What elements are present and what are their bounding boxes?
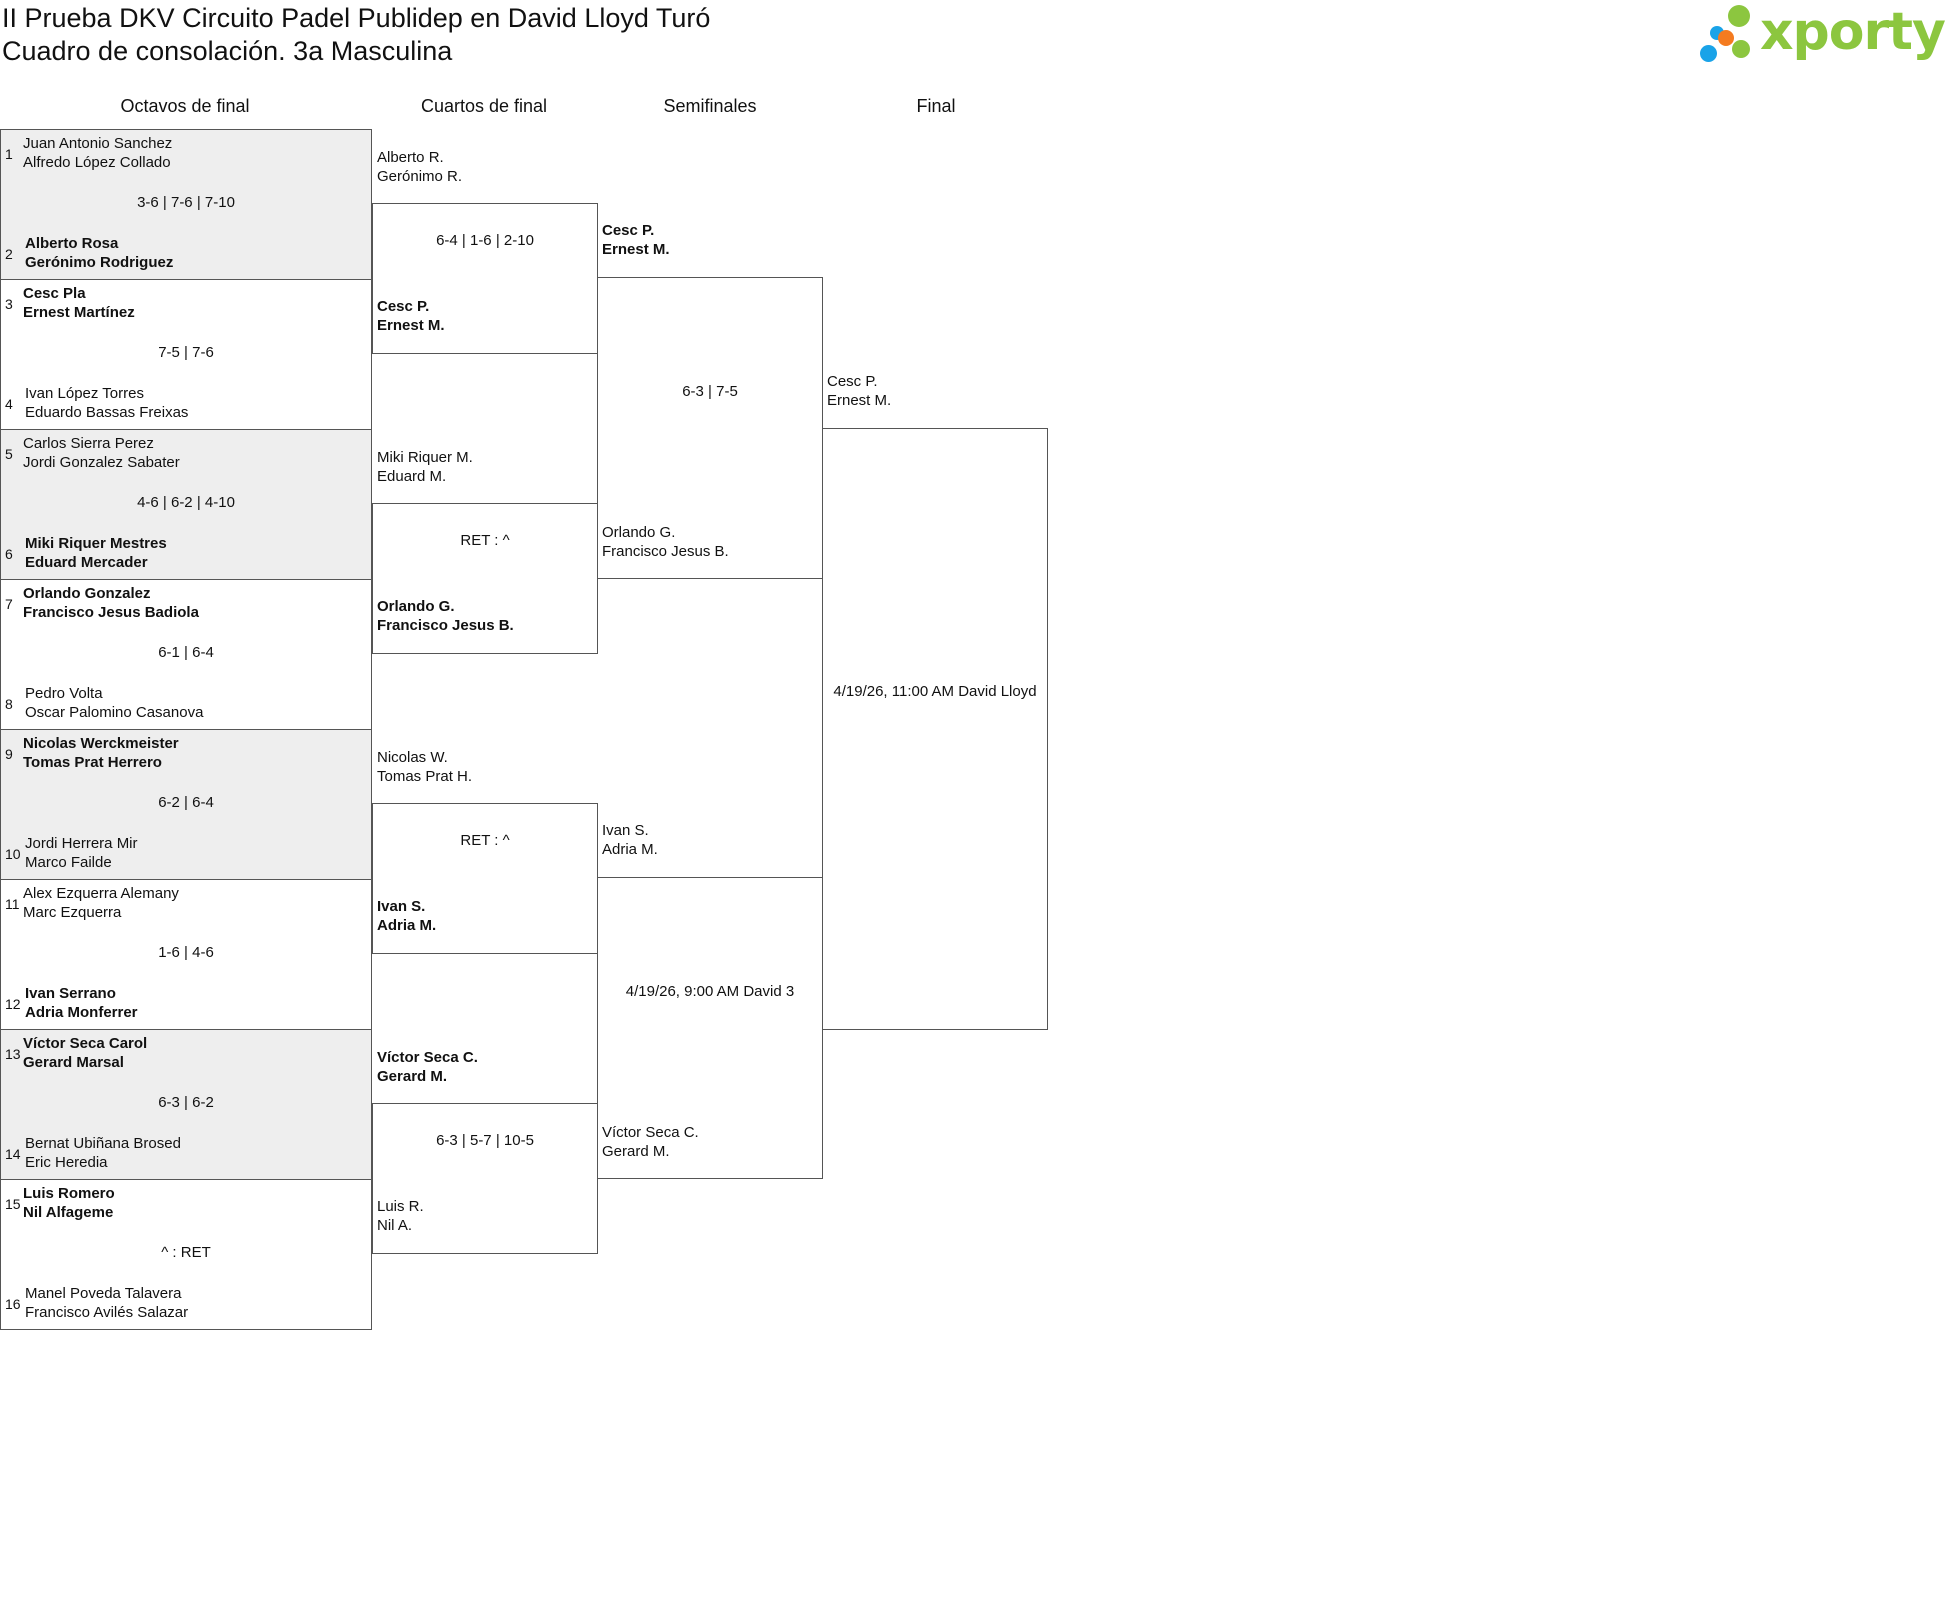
qf-team-a [377, 448, 473, 486]
player-name: Nicolas W. [377, 749, 448, 766]
player-name: Marc Ezquerra [23, 904, 122, 921]
r16-match [0, 429, 372, 580]
seed-number: 8 [5, 696, 13, 712]
player-name: Ernest M. [602, 241, 670, 258]
team-a [23, 284, 135, 322]
qf-team-b [377, 1197, 424, 1235]
match-score: 3-6 | 7-6 | 7-10 [137, 194, 235, 211]
match-score: 7-5 | 7-6 [158, 344, 214, 361]
orange-dot-icon [1718, 30, 1734, 46]
round-header-sf: Semifinales [663, 96, 757, 116]
team-b [25, 384, 188, 422]
player-name: Francisco Jesus B. [377, 617, 514, 634]
team-a [23, 1034, 147, 1072]
match-score: 6-3 | 5-7 | 10-5 [436, 1132, 534, 1149]
xporty-logo [1690, 0, 1945, 70]
player-name: Manel Poveda Talavera [25, 1285, 182, 1302]
player-name: Eduardo Bassas Freixas [25, 404, 189, 421]
sf-team-a [602, 221, 670, 259]
seed-number: 15 [5, 1196, 21, 1212]
r16-match [0, 279, 372, 430]
player-name: Marco Failde [25, 854, 112, 871]
player-name: Luis R. [377, 1198, 424, 1215]
match-score: RET : ^ [460, 532, 510, 549]
page-title: II Prueba DKV Circuito Padel Publidep en David Lloyd Turó [2, 3, 711, 33]
player-name: Ernest M. [377, 317, 445, 334]
player-name: Tomas Prat Herrero [23, 754, 162, 771]
qf-match-box [372, 503, 598, 654]
player-name: Gerónimo R. [377, 168, 463, 185]
player-name: Francisco Jesus Badiola [23, 604, 199, 621]
seed-number: 1 [5, 146, 13, 162]
player-name: Alfredo López Collado [23, 154, 171, 171]
team-b [25, 984, 138, 1022]
green-dot-icon [1728, 5, 1750, 27]
qf-team-a [377, 748, 472, 786]
final-team [827, 372, 891, 410]
final-player-1: Cesc P. [827, 373, 878, 390]
player-name: Eduard Mercader [25, 554, 148, 571]
seed-number: 12 [5, 996, 21, 1012]
seed-number: 4 [5, 396, 13, 412]
player-name: Víctor Seca C. [377, 1049, 478, 1066]
seed-number: 16 [5, 1296, 21, 1312]
r16-match [0, 879, 372, 1030]
match-score: 6-2 | 6-4 [158, 794, 214, 811]
page-subtitle: Cuadro de consolación. 3a Masculina [2, 36, 453, 66]
r16-match [0, 1179, 372, 1330]
player-name: Francisco Jesus B. [602, 543, 729, 560]
match-score: 6-1 | 6-4 [158, 644, 214, 661]
player-name: Ivan S. [602, 822, 649, 839]
player-name: Luis Romero [23, 1185, 115, 1202]
player-name: Nil Alfageme [23, 1204, 114, 1221]
player-name: Tomas Prat H. [377, 768, 473, 785]
player-name: Eduard M. [377, 468, 447, 485]
sf-match-box [597, 277, 823, 579]
r16-match [0, 1029, 372, 1180]
seed-number: 7 [5, 596, 13, 612]
player-name: Oscar Palomino Casanova [25, 704, 204, 721]
match-score: 6-4 | 1-6 | 2-10 [436, 232, 534, 249]
player-name: Eric Heredia [25, 1154, 108, 1171]
match-score: ^ : RET [161, 1244, 211, 1261]
player-name: Carlos Sierra Perez [23, 435, 154, 452]
qf-team-a [377, 1048, 478, 1086]
player-name: Alberto Rosa [25, 235, 119, 252]
player-name: Francisco Avilés Salazar [25, 1304, 189, 1321]
qf-match-box [372, 203, 598, 354]
seed-number: 6 [5, 546, 13, 562]
player-name: Gerard M. [602, 1143, 670, 1160]
match-score: 6-3 | 6-2 [158, 1094, 214, 1111]
team-b [25, 1134, 181, 1172]
player-name: Víctor Seca C. [602, 1124, 699, 1141]
final-box [822, 428, 1048, 1030]
seed-number: 9 [5, 746, 13, 762]
round-header-final: Final [916, 96, 956, 116]
logo-text: xporty [1760, 2, 1945, 62]
seed-number: 3 [5, 296, 13, 312]
team-a [23, 884, 179, 922]
team-a [23, 434, 180, 472]
player-name: Juan Antonio Sanchez [23, 135, 173, 152]
match-score: 1-6 | 4-6 [158, 944, 214, 961]
qf-team-b [377, 897, 436, 935]
team-a [23, 1184, 115, 1222]
green-dot-small-icon [1732, 40, 1750, 58]
team-b [25, 1284, 188, 1322]
player-name: Ivan Serrano [25, 985, 116, 1002]
round-header-r16: Octavos de final [120, 96, 250, 116]
blue-dot-icon [1700, 45, 1717, 62]
seed-number: 14 [5, 1146, 21, 1162]
qf-team-b [377, 597, 514, 635]
team-a [23, 734, 179, 772]
player-name: Miki Riquer M. [377, 449, 473, 466]
r16-match [0, 129, 372, 280]
player-name: Adria M. [602, 841, 658, 858]
player-name: Cesc P. [602, 222, 655, 239]
seed-number: 2 [5, 246, 13, 262]
team-a [23, 584, 199, 622]
sf-team-b [602, 523, 729, 561]
final-player-2: Ernest M. [827, 392, 892, 409]
final-info: 4/19/26, 11:00 AM David Lloyd [833, 683, 1037, 700]
qf-team-b [377, 297, 445, 335]
player-name: Alberto R. [377, 149, 444, 166]
player-name: Jordi Herrera Mir [25, 835, 138, 852]
player-name: Orlando Gonzalez [23, 585, 151, 602]
team-b [25, 834, 138, 872]
player-name: Ernest Martínez [23, 304, 135, 321]
sf-match-box [597, 877, 823, 1179]
player-name: Gerónimo Rodriguez [25, 254, 174, 271]
seed-number: 11 [5, 896, 20, 912]
match-score: 4/19/26, 9:00 AM David 3 [625, 983, 795, 1000]
player-name: Bernat Ubiñana Brosed [25, 1135, 181, 1152]
player-name: Gerard M. [377, 1068, 448, 1085]
team-b [25, 234, 173, 272]
r16-match [0, 729, 372, 880]
seed-number: 10 [5, 846, 21, 862]
player-name: Nil A. [377, 1217, 413, 1234]
player-name: Alex Ezquerra Alemany [23, 885, 179, 902]
qf-match-box [372, 803, 598, 954]
player-name: Adria M. [377, 917, 437, 934]
match-score: 6-3 | 7-5 [682, 383, 738, 400]
match-score: RET : ^ [460, 832, 510, 849]
player-name: Cesc P. [377, 298, 430, 315]
player-name: Nicolas Werckmeister [23, 735, 179, 752]
player-name: Ivan S. [377, 898, 426, 915]
seed-number: 5 [5, 446, 13, 462]
player-name: Ivan López Torres [25, 385, 144, 402]
r16-match [0, 579, 372, 730]
player-name: Víctor Seca Carol [23, 1035, 148, 1052]
player-name: Orlando G. [377, 598, 455, 615]
player-name: Miki Riquer Mestres [25, 535, 167, 552]
qf-team-a [377, 148, 462, 186]
team-b [25, 684, 203, 722]
player-name: Gerard Marsal [23, 1054, 124, 1071]
seed-number: 13 [5, 1046, 21, 1062]
player-name: Cesc Pla [23, 285, 86, 302]
player-name: Jordi Gonzalez Sabater [23, 454, 180, 471]
team-a [23, 134, 172, 172]
match-score: 4-6 | 6-2 | 4-10 [137, 494, 235, 511]
player-name: Adria Monferrer [25, 1004, 138, 1021]
team-b [25, 534, 167, 572]
sf-team-a [602, 821, 658, 859]
player-name: Orlando G. [602, 524, 676, 541]
sf-team-b [602, 1123, 699, 1161]
round-header-qf: Cuartos de final [420, 96, 548, 116]
qf-match-box [372, 1103, 598, 1254]
player-name: Pedro Volta [25, 685, 103, 702]
